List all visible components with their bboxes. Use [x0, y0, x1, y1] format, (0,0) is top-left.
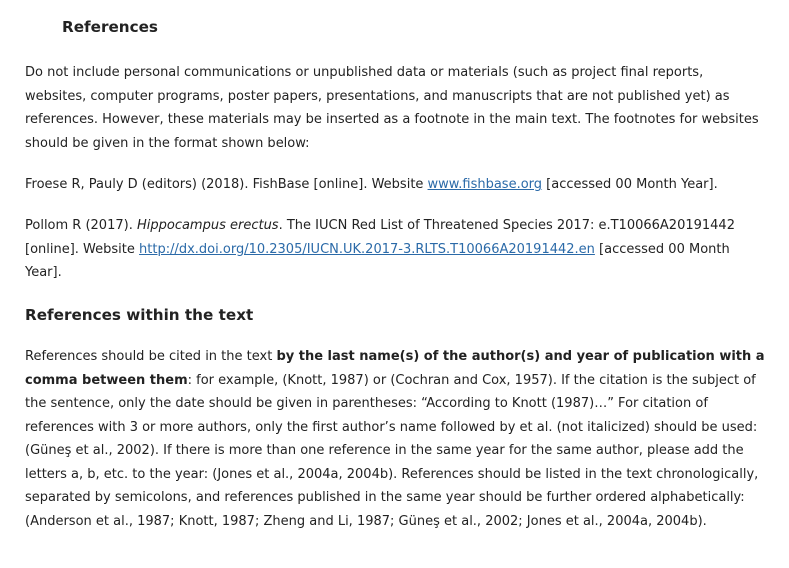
example1-text-before: Froese R, Pauly D (editors) (2018). FishBase [online]. Website	[25, 177, 428, 192]
example2-text-before: Pollom R (2017).	[25, 218, 137, 233]
citation-rules-paragraph	[25, 345, 765, 533]
reference-example-iucn	[25, 214, 765, 285]
fishbase-link[interactable]: www.fishbase.org	[427, 177, 543, 192]
citation-text-before: References should be cited in the text	[25, 349, 277, 364]
intro-paragraph: Do not include personal communications or unpublished data or materials (such as project final reports, websites, computer programs, poster papers, presentations, and manuscripts that are not published yet) as references. However, these materials may be inserted as a footnote in the main text. The footnotes for websites should be given in the format shown below:	[25, 65, 759, 151]
citation-rule-bold: by the last name(s) of the author(s) and year of publication with a comma between them	[25, 349, 765, 388]
species-name-italic: Hippocampus erectus	[136, 218, 279, 233]
reference-example-fishbase	[25, 173, 765, 197]
references-within-text-heading: References within the text	[25, 306, 254, 324]
example1-text-after: [accessed 00 Month Year].	[542, 177, 718, 192]
citation-text-after: : for example, (Knott, 1987) or (Cochran and Cox, 1957). If the citation is the subject of the sentence, only the date should be given in parentheses: “According to Knott (1987)…” For citation of references with 3 or more authors, only the first author’s name followed by et al. (not italicized) should be used: (Güneş et al., 2002). If there is more than one reference in the same year for the same author, please add the letters a, b, etc. to the year: (Jones et al., 2004a, 2004b). References should be listed in the text chronologically, separated by semicolons, and references published in the same year should be further ordered alphabetically: (Anderson et al., 1987; Knott, 1987; Zheng and Li, 1987; Güneş et al., 2002; Jones et al., 2004a, 2004b).	[25, 372, 759, 529]
references-heading: References	[62, 18, 158, 36]
example2-text-middle: . The IUCN Red List of Threatened Species 2017: e.T10066A20191442 [online]. Website	[25, 218, 735, 257]
example2-text-after: [accessed 00 Month Year].	[25, 241, 730, 280]
iucn-doi-link[interactable]: http://dx.doi.org/10.2305/IUCN.UK.2017-3.RLTS.T10066A20191442.en	[139, 241, 595, 257]
